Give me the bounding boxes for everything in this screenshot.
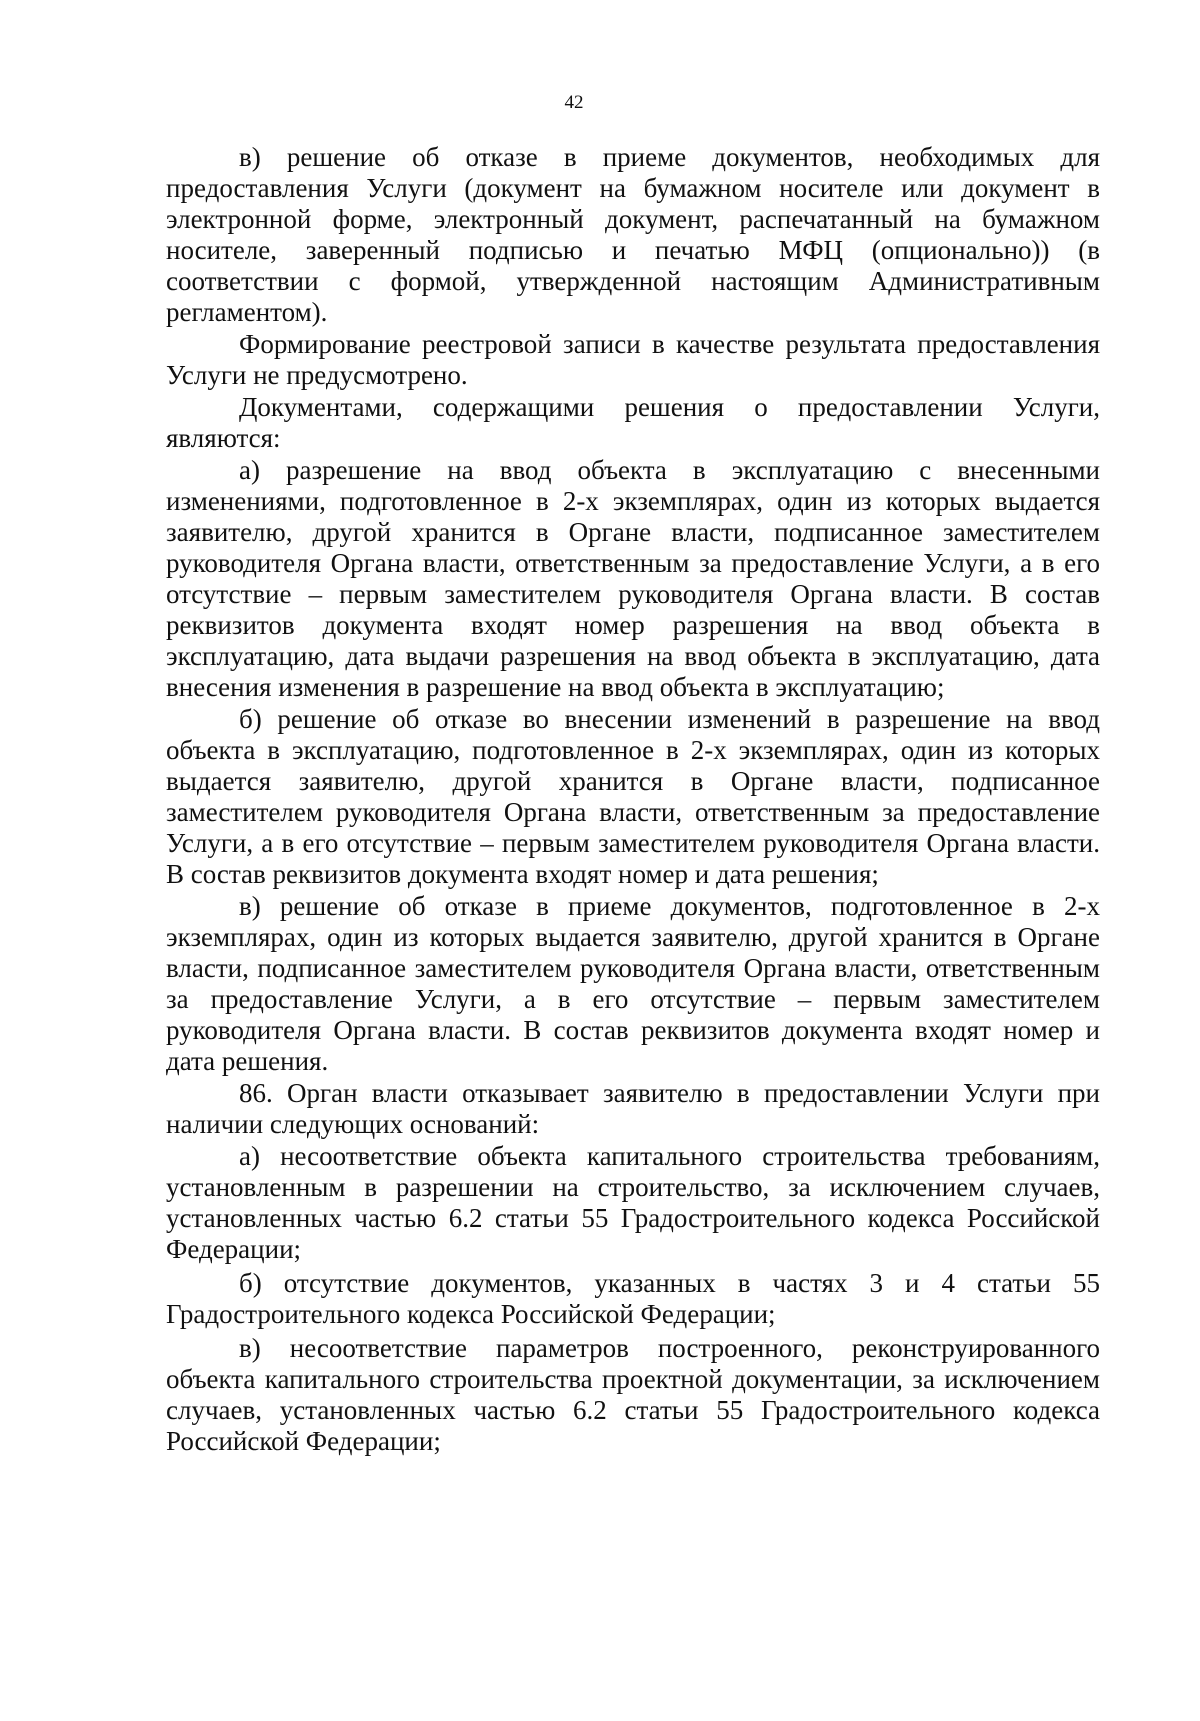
document-body xyxy=(166,142,1100,1458)
paragraph-ground-b: б) отсутствие документов, указанных в частях 3 и 4 статьи 55 Градостроительного кодекса Российской Федерации; xyxy=(166,1268,1100,1329)
paragraph-refusal-documents-decision: в) решение об отказе в приеме документов, необходимых для предоставления Услуги (документ на бумажном носителе или документ в электронной форме, электронный документ, распечатанный на бумажном носителе, заверенный подписью и печатью МФЦ (опционально)) (в соответствии с формой, утвержденной настоящим Административным регламентом). xyxy=(166,142,1100,327)
paragraph-refusal-acceptance-decision: в) решение об отказе в приеме документов, подготовленное в 2-х экземплярах, один из которых выдается заявителю, другой хранится в Органе власти, подписанное заместителем руководителя Органа власти, ответственным за предоставление Услуги, а в его отсутствие – первым заместителем руководителя Органа власти. В состав реквизитов документа входят номер и дата решения. xyxy=(166,891,1100,1076)
paragraph-permit-with-changes: а) разрешение на ввод объекта в эксплуатацию с внесенными изменениями, подготовленное в 2-х экземплярах, один из которых выдается заявителю, другой хранится в Органе власти, подписанное заместителем руководителя Органа власти, ответственным за предоставление Услуги, а в его отсутствие – первым заместителем руководителя Органа власти. В состав реквизитов документа входят номер разрешения на ввод объекта в эксплуатацию, дата выдачи разрешения на ввод объекта в эксплуатацию, дата внесения изменения в разрешение на ввод объекта в эксплуатацию; xyxy=(166,455,1100,702)
paragraph-86-refusal-grounds: 86. Орган власти отказывает заявителю в предоставлении Услуги при наличии следующих оснований: xyxy=(166,1078,1100,1139)
paragraph-registry-record: Формирование реестровой записи в качестве результата предоставления Услуги не предусмотрено. xyxy=(166,329,1100,390)
paragraph-ground-c: в) несоответствие параметров построенного, реконструированного объекта капитального строительства проектной документации, за исключением случаев, установленных частью 6.2 статьи 55 Градостроительного кодекса Российской Федерации; xyxy=(166,1333,1100,1456)
paragraph-ground-a: а) несоответствие объекта капитального строительства требованиям, установленным в разрешении на строительство, за исключением случаев, установленных частью 6.2 статьи 55 Градостроительного кодекса Российской Федерации; xyxy=(166,1141,1100,1264)
paragraph-refusal-changes-decision: б) решение об отказе во внесении изменений в разрешение на ввод объекта в эксплуатацию, подготовленное в 2-х экземплярах, один из которых выдается заявителю, другой хранится в Органе власти, подписанное заместителем руководителя Органа власти, ответственным за предоставление Услуги, а в его отсутствие – первым заместителем руководителя Органа власти. В состав реквизитов документа входят номер и дата решения; xyxy=(166,704,1100,889)
page-number: 42 xyxy=(564,92,584,113)
paragraph-decision-documents-intro: Документами, содержащими решения о предоставлении Услуги, являются: xyxy=(166,392,1100,453)
